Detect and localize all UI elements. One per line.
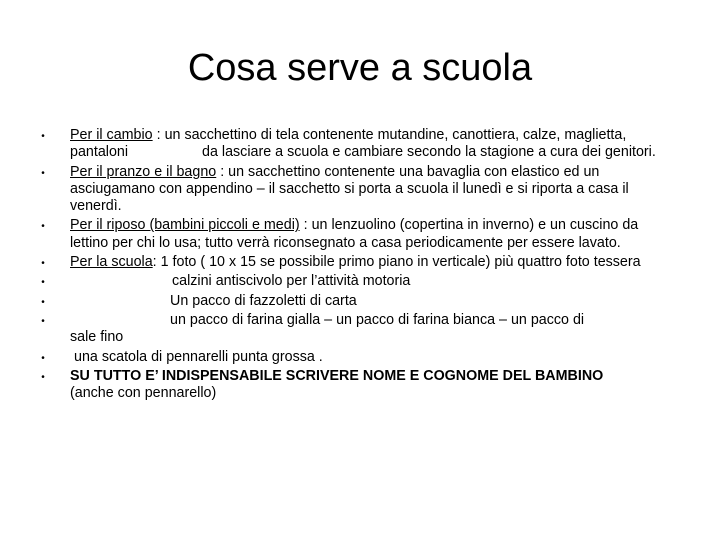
item-text-continued: sale fino xyxy=(70,329,124,346)
list-item xyxy=(40,293,680,310)
item-heading: Per il riposo (bambini piccoli e medi) xyxy=(70,217,300,234)
item-text: : un lenzuolino (copertina in inverno) e un cuscino da lettino per chi lo usa; tutto verrà riconsegnato a casa periodicamente per essere lavato. xyxy=(70,217,639,251)
item-text: Un pacco di fazzoletti di carta xyxy=(170,292,357,309)
item-text: : un sacchettino contenente una bavaglia con elastico ed un asciugamano con appendino – il sacchetto si porta a scuola il lunedì e si riporta a casa il venerdì. xyxy=(70,163,629,215)
bullet-icon: • xyxy=(41,315,45,327)
item-heading: Per il pranzo e il bagno xyxy=(70,163,217,180)
list-item xyxy=(40,349,680,366)
bullet-icon: • xyxy=(41,296,45,308)
item-text: : 1 foto ( 10 x 15 se possibile primo piano in verticale) più quattro foto tessera xyxy=(152,254,641,271)
list-item xyxy=(40,312,680,347)
list-item xyxy=(40,254,680,271)
bullet-list xyxy=(40,127,680,402)
list-item xyxy=(40,368,680,403)
item-heading: Per il cambio xyxy=(70,127,153,143)
list-item xyxy=(40,217,680,252)
bullet-icon: • xyxy=(41,352,45,364)
slide-title: Cosa serve a scuola xyxy=(187,47,533,89)
bullet-icon: • xyxy=(41,371,45,383)
list-item xyxy=(40,127,680,162)
bullet-icon: • xyxy=(41,167,45,179)
item-text-continued: da lasciare a scuola e cambiare secondo la stagione a cura dei genitori. xyxy=(202,144,656,161)
list-item xyxy=(40,164,680,216)
item-text: (anche con pennarello) xyxy=(70,385,217,402)
item-bold-text: SU TUTTO E’ INDISPENSABILE SCRIVERE NOME E COGNOME DEL BAMBINO xyxy=(70,367,604,384)
item-text: : un sacchettino di tela contenente mutandine, canottiera, calze, maglietta, pantaloni xyxy=(70,127,627,161)
item-text: una scatola di pennarelli punta grossa . xyxy=(74,348,323,365)
bullet-icon: • xyxy=(41,221,45,233)
bullet-icon: • xyxy=(41,258,45,270)
bullet-icon: • xyxy=(41,277,45,289)
bullet-icon: • xyxy=(41,131,45,142)
list-item xyxy=(40,273,680,290)
item-text: calzini antiscivolo per l’attività motoria xyxy=(172,273,411,290)
item-heading: Per la scuola xyxy=(70,254,153,271)
item-text: un pacco di farina gialla – un pacco di farina bianca – un pacco di xyxy=(170,311,585,328)
